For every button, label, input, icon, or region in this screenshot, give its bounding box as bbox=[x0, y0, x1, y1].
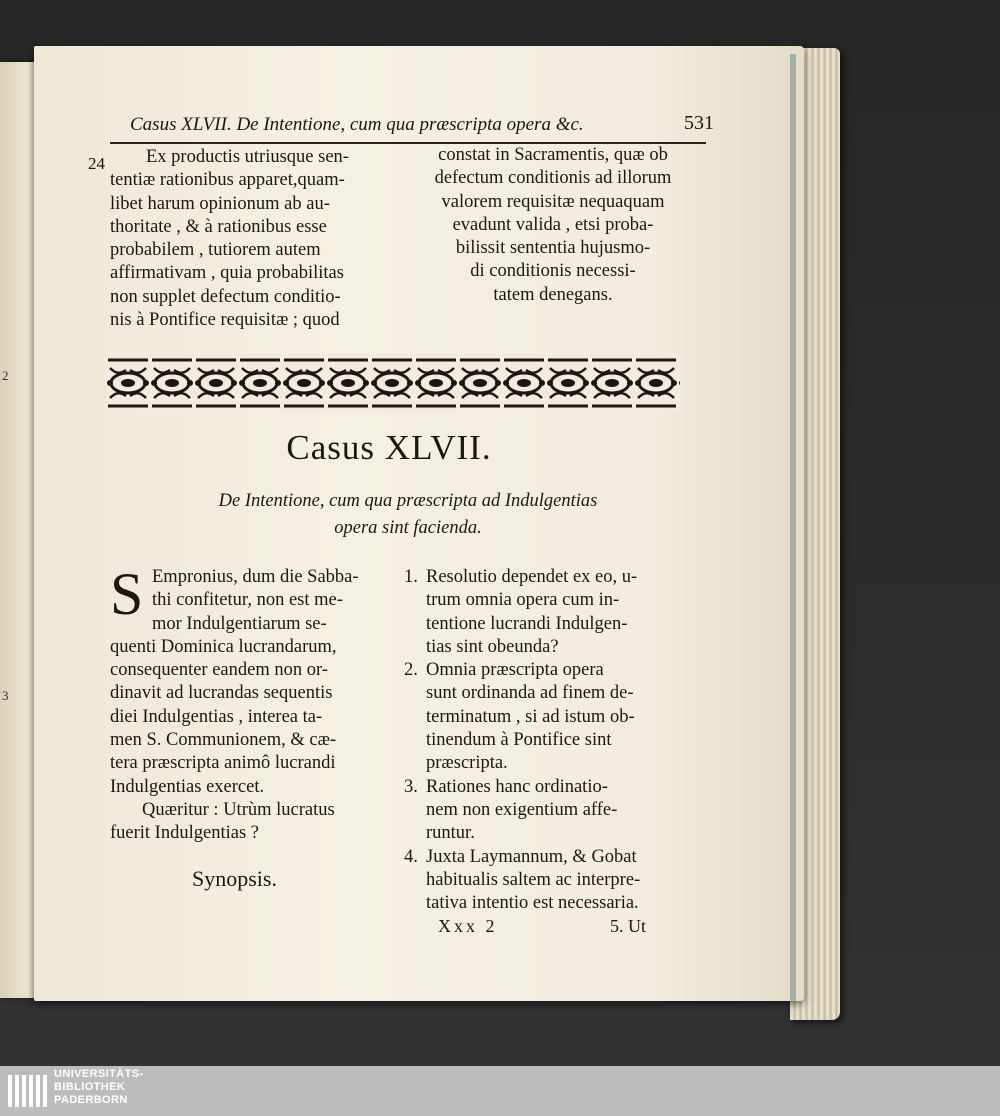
text-line: tatem denegans. bbox=[493, 284, 613, 305]
list-item: tias sint obeunda? bbox=[426, 636, 559, 657]
text-line: thoritate , & à rationibus esse bbox=[110, 216, 327, 237]
list-item: 2. Omnia præscripta opera bbox=[404, 660, 604, 681]
list-item: 4. Juxta Laymannum, & Gobat bbox=[404, 846, 637, 867]
page-edge-tint bbox=[790, 54, 796, 1002]
text-line: libet harum opinionum ab au- bbox=[110, 193, 330, 214]
text-line: constat in Sacramentis, quæ ob bbox=[438, 145, 668, 165]
list-item: præscripta. bbox=[426, 753, 508, 774]
drop-cap: S bbox=[110, 561, 144, 627]
text-line: tera præscripta animô lucrandi bbox=[110, 753, 336, 774]
text-line: affirmativam , quia probabilitas bbox=[110, 263, 344, 284]
library-logo-icon bbox=[6, 1069, 48, 1113]
running-title: Casus XLVII. De Intentione, cum qua præscripta opera &c. bbox=[130, 114, 584, 135]
column-case-text bbox=[110, 561, 410, 846]
list-item: tinendum à Pontifice sint bbox=[426, 730, 612, 751]
catchword: 5. Ut bbox=[610, 916, 646, 936]
text-line: defectum conditionis ad illorum bbox=[434, 168, 672, 189]
text-line: Indulgentias exercet. bbox=[110, 776, 265, 797]
running-header bbox=[130, 110, 714, 138]
list-item: tentione lucrandi Indulgen- bbox=[426, 613, 628, 634]
text-line: nis à Pontifice requisitæ ; quod bbox=[110, 310, 340, 331]
margin-number: 24 bbox=[88, 154, 105, 173]
text-line: evadunt valida , etsi proba- bbox=[452, 214, 654, 235]
column-top-right bbox=[400, 144, 706, 307]
list-item: sunt ordinanda ad finem de- bbox=[426, 683, 634, 704]
text-line: fuerit Indulgentias ? bbox=[110, 823, 259, 844]
text-line: probabilem , tutiorem autem bbox=[110, 240, 321, 261]
list-item: terminatum , si ad istum ob- bbox=[426, 706, 635, 727]
list-item: 1. Resolutio dependet ex eo, u- bbox=[404, 567, 638, 587]
list-item: nem non exigentium affe- bbox=[426, 799, 618, 820]
text-line: di conditionis necessi- bbox=[470, 261, 636, 282]
text-line: bilissit sententia hujusmo- bbox=[455, 238, 651, 259]
text-line: consequenter eandem non or- bbox=[110, 660, 328, 681]
text-line: mor Indulgentiarum se- bbox=[152, 613, 327, 634]
column-top-left bbox=[110, 146, 406, 332]
synopsis-heading: Synopsis. bbox=[192, 866, 277, 891]
list-item: tativa intentio est necessaria. bbox=[426, 893, 639, 914]
text-line: valorem requisitæ nequaquam bbox=[441, 191, 665, 212]
subtitle-line: opera sint facienda. bbox=[334, 518, 482, 538]
chapter-title: Casus XLVII. bbox=[286, 428, 492, 467]
subtitle-line: De Intentione, cum qua præscripta ad Indulgentias bbox=[218, 491, 598, 511]
text-line: quenti Dominica lucrandarum, bbox=[110, 636, 337, 657]
page-number: 531 bbox=[684, 112, 714, 134]
left-margin-number: 2 bbox=[2, 368, 9, 383]
text-line: thi confitetur, non est me- bbox=[152, 590, 343, 611]
text-line: tentiæ rationibus apparet,quam- bbox=[110, 170, 345, 191]
text-line: Ex productis utriusque sen- bbox=[146, 147, 349, 167]
library-footer-bar bbox=[0, 1066, 1000, 1116]
list-item: 3. Rationes hanc ordinatio- bbox=[404, 776, 608, 797]
text-line: men S. Communionem, & cæ- bbox=[110, 730, 337, 751]
text-line: Quæritur : Utrùm lucratus bbox=[142, 799, 335, 820]
column-synopsis-points bbox=[404, 566, 714, 915]
left-margin-number: 3 bbox=[2, 688, 9, 703]
chapter-subtitle bbox=[110, 488, 706, 542]
list-item: runtur. bbox=[426, 823, 475, 844]
text-line: Empronius, dum die Sabba- bbox=[152, 567, 359, 587]
text-line: dinavit ad lucrandas sequentis bbox=[110, 683, 333, 704]
library-name: UNIVERSITÄTS- BIBLIOTHEK PADERBORN bbox=[54, 1068, 144, 1106]
book-page bbox=[34, 46, 804, 1001]
list-item: trum omnia opera cum in- bbox=[426, 590, 620, 611]
text-line: non supplet defectum conditio- bbox=[110, 286, 341, 307]
ornament-band bbox=[106, 354, 680, 412]
signature-mark: Xxx 2 bbox=[438, 916, 498, 936]
text-line: diei Indulgentias , interea ta- bbox=[110, 706, 323, 727]
list-item: habitualis saltem ac interpre- bbox=[426, 869, 641, 890]
